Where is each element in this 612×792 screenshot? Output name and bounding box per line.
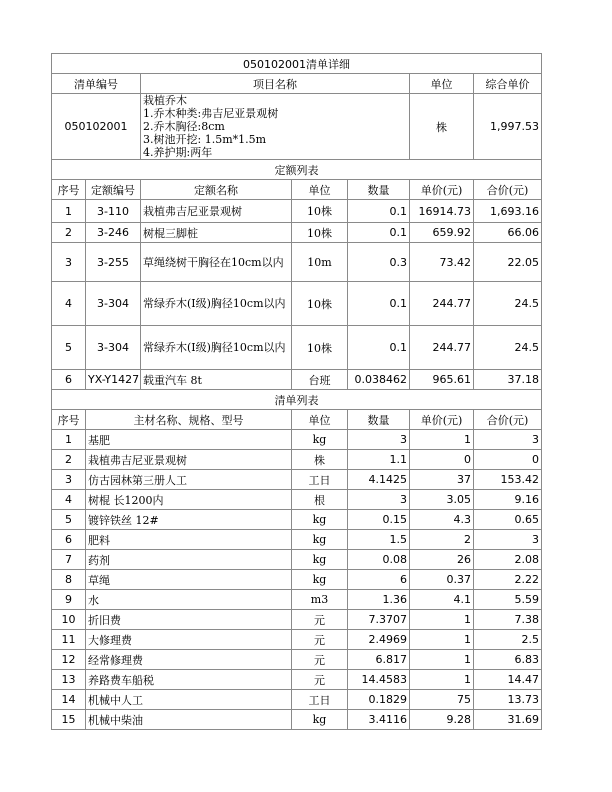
row-unit: 10株 <box>292 223 348 243</box>
row-total: 2.22 <box>474 570 542 590</box>
row-name: 机械中柴油 <box>86 710 292 730</box>
row-name: 树棍三脚桩 <box>141 223 292 243</box>
row-unit: 元 <box>292 630 348 650</box>
table-row <box>52 530 542 550</box>
materials-table <box>51 409 542 730</box>
table-row <box>52 650 542 670</box>
row-name: 镀锌铁丝 12# <box>86 510 292 530</box>
mat-col-name: 主材名称、规格、型号 <box>86 410 292 430</box>
row-no: 2 <box>52 450 86 470</box>
table-row <box>52 243 542 282</box>
row-code: 3-255 <box>86 243 141 282</box>
table-row <box>52 690 542 710</box>
row-total: 37.18 <box>474 370 542 390</box>
row-unit: kg <box>292 510 348 530</box>
row-unit: 10株 <box>292 200 348 223</box>
row-name: 草绳 <box>86 570 292 590</box>
row-name: 大修理费 <box>86 630 292 650</box>
row-unit: 工日 <box>292 470 348 490</box>
row-price: 965.61 <box>410 370 474 390</box>
description-line: 4.养护期:两年 <box>143 146 213 159</box>
row-no: 10 <box>52 610 86 630</box>
row-price: 75 <box>410 690 474 710</box>
row-no: 1 <box>52 200 86 223</box>
row-total: 7.38 <box>474 610 542 630</box>
row-no: 15 <box>52 710 86 730</box>
row-qty: 0.3 <box>348 243 410 282</box>
table-row <box>52 610 542 630</box>
table-row <box>52 710 542 730</box>
unit-header: 单位 <box>410 74 474 94</box>
row-total: 0.65 <box>474 510 542 530</box>
row-qty: 0.1 <box>348 282 410 326</box>
table-row <box>52 450 542 470</box>
row-unit: 10株 <box>292 282 348 326</box>
table-row <box>52 326 542 370</box>
row-total: 3 <box>474 530 542 550</box>
item-description <box>141 94 410 160</box>
row-unit: kg <box>292 430 348 450</box>
row-unit: kg <box>292 530 348 550</box>
row-qty: 1.5 <box>348 530 410 550</box>
item-unit: 株 <box>410 94 474 160</box>
row-unit: 10m <box>292 243 348 282</box>
quota-col-price: 单价(元) <box>410 180 474 200</box>
row-no: 12 <box>52 650 86 670</box>
row-qty: 0.1 <box>348 200 410 223</box>
mat-col-qty: 数量 <box>348 410 410 430</box>
row-unit: 台班 <box>292 370 348 390</box>
row-name: 栽植弗吉尼亚景观树 <box>141 200 292 223</box>
row-name: 常绿乔木(I级)胸径10cm以内 <box>141 326 292 370</box>
row-no: 3 <box>52 470 86 490</box>
description-line: 栽植乔木 <box>143 94 187 107</box>
row-name: 载重汽车 8t <box>141 370 292 390</box>
row-unit: m3 <box>292 590 348 610</box>
row-total: 24.5 <box>474 282 542 326</box>
row-qty: 14.4583 <box>348 670 410 690</box>
row-price: 1 <box>410 430 474 450</box>
materials-section-title: 清单列表 <box>52 390 542 410</box>
row-no: 2 <box>52 223 86 243</box>
table-row <box>52 470 542 490</box>
row-price: 1 <box>410 610 474 630</box>
row-total: 9.16 <box>474 490 542 510</box>
row-qty: 0.1 <box>348 326 410 370</box>
row-code: 3-304 <box>86 282 141 326</box>
row-price: 1 <box>410 630 474 650</box>
quota-col-name: 定额名称 <box>141 180 292 200</box>
row-name: 养路费车船税 <box>86 670 292 690</box>
row-price: 1 <box>410 670 474 690</box>
mat-col-unit: 单位 <box>292 410 348 430</box>
row-price: 0 <box>410 450 474 470</box>
row-total: 2.08 <box>474 550 542 570</box>
row-no: 9 <box>52 590 86 610</box>
row-no: 7 <box>52 550 86 570</box>
name-header: 项目名称 <box>141 74 410 94</box>
row-name: 折旧费 <box>86 610 292 630</box>
quota-col-no: 序号 <box>52 180 86 200</box>
row-name: 基肥 <box>86 430 292 450</box>
row-price: 2 <box>410 530 474 550</box>
row-qty: 2.4969 <box>348 630 410 650</box>
row-qty: 3 <box>348 430 410 450</box>
row-name: 树棍 长1200内 <box>86 490 292 510</box>
row-no: 6 <box>52 530 86 550</box>
row-qty: 7.3707 <box>348 610 410 630</box>
row-unit: 工日 <box>292 690 348 710</box>
code-header: 清单编号 <box>52 74 141 94</box>
row-no: 5 <box>52 510 86 530</box>
table-row <box>52 590 542 610</box>
detail-table <box>51 53 542 410</box>
row-code: YX-Y1427 <box>86 370 141 390</box>
row-price: 1 <box>410 650 474 670</box>
row-price: 3.05 <box>410 490 474 510</box>
row-qty: 4.1425 <box>348 470 410 490</box>
row-name: 常绿乔木(I级)胸径10cm以内 <box>141 282 292 326</box>
price-header: 综合单价 <box>474 74 542 94</box>
row-price: 659.92 <box>410 223 474 243</box>
row-price: 9.28 <box>410 710 474 730</box>
row-total: 1,693.16 <box>474 200 542 223</box>
quota-col-unit: 单位 <box>292 180 348 200</box>
table-row <box>52 282 542 326</box>
table-title: 050102001清单详细 <box>52 54 542 74</box>
row-price: 244.77 <box>410 326 474 370</box>
row-qty: 6 <box>348 570 410 590</box>
row-qty: 3 <box>348 490 410 510</box>
row-qty: 0.1 <box>348 223 410 243</box>
quota-col-qty: 数量 <box>348 180 410 200</box>
row-total: 153.42 <box>474 470 542 490</box>
table-row <box>52 510 542 530</box>
row-price: 26 <box>410 550 474 570</box>
row-qty: 1.36 <box>348 590 410 610</box>
table-row <box>52 670 542 690</box>
row-price: 244.77 <box>410 282 474 326</box>
row-price: 73.42 <box>410 243 474 282</box>
row-total: 2.5 <box>474 630 542 650</box>
table-row <box>52 570 542 590</box>
row-qty: 0.038462 <box>348 370 410 390</box>
row-no: 14 <box>52 690 86 710</box>
row-no: 4 <box>52 490 86 510</box>
row-total: 13.73 <box>474 690 542 710</box>
row-unit: 10株 <box>292 326 348 370</box>
row-qty: 3.4116 <box>348 710 410 730</box>
row-total: 6.83 <box>474 650 542 670</box>
row-no: 5 <box>52 326 86 370</box>
row-price: 4.3 <box>410 510 474 530</box>
row-price: 37 <box>410 470 474 490</box>
row-qty: 6.817 <box>348 650 410 670</box>
row-name: 经常修理费 <box>86 650 292 670</box>
row-name: 水 <box>86 590 292 610</box>
quota-col-total: 合价(元) <box>474 180 542 200</box>
row-qty: 0.1829 <box>348 690 410 710</box>
row-name: 栽植弗吉尼亚景观树 <box>86 450 292 470</box>
row-no: 6 <box>52 370 86 390</box>
table-row <box>52 430 542 450</box>
mat-col-price: 单价(元) <box>410 410 474 430</box>
row-qty: 0.15 <box>348 510 410 530</box>
row-unit: 元 <box>292 670 348 690</box>
row-unit: kg <box>292 570 348 590</box>
row-total: 66.06 <box>474 223 542 243</box>
item-code: 050102001 <box>52 94 141 160</box>
quota-section-title: 定额列表 <box>52 160 542 180</box>
table-row <box>52 490 542 510</box>
row-qty: 0.08 <box>348 550 410 570</box>
row-total: 31.69 <box>474 710 542 730</box>
row-total: 5.59 <box>474 590 542 610</box>
row-total: 24.5 <box>474 326 542 370</box>
row-total: 3 <box>474 430 542 450</box>
table-row <box>52 630 542 650</box>
row-price: 16914.73 <box>410 200 474 223</box>
row-code: 3-110 <box>86 200 141 223</box>
row-unit: 株 <box>292 450 348 470</box>
mat-col-total: 合价(元) <box>474 410 542 430</box>
table-row <box>52 200 542 223</box>
row-name: 药剂 <box>86 550 292 570</box>
row-no: 3 <box>52 243 86 282</box>
row-code: 3-304 <box>86 326 141 370</box>
row-name: 机械中人工 <box>86 690 292 710</box>
mat-col-no: 序号 <box>52 410 86 430</box>
row-total: 0 <box>474 450 542 470</box>
row-name: 仿古园林第三册人工 <box>86 470 292 490</box>
row-total: 14.47 <box>474 670 542 690</box>
quota-col-code: 定额编号 <box>86 180 141 200</box>
item-price: 1,997.53 <box>474 94 542 160</box>
row-no: 11 <box>52 630 86 650</box>
row-no: 13 <box>52 670 86 690</box>
description-line: 2.乔木胸径:8cm <box>143 120 225 133</box>
row-no: 4 <box>52 282 86 326</box>
row-price: 0.37 <box>410 570 474 590</box>
row-unit: kg <box>292 710 348 730</box>
row-unit: kg <box>292 550 348 570</box>
description-line: 3.树池开挖: 1.5m*1.5m <box>143 133 267 146</box>
row-code: 3-246 <box>86 223 141 243</box>
row-total: 22.05 <box>474 243 542 282</box>
row-no: 1 <box>52 430 86 450</box>
table-row <box>52 223 542 243</box>
row-no: 8 <box>52 570 86 590</box>
description-line: 1.乔木种类:弗吉尼亚景观树 <box>143 107 279 120</box>
row-unit: 根 <box>292 490 348 510</box>
table-row <box>52 370 542 390</box>
row-name: 草绳绕树干胸径在10cm以内 <box>141 243 292 282</box>
table-row <box>52 550 542 570</box>
row-unit: 元 <box>292 610 348 630</box>
row-qty: 1.1 <box>348 450 410 470</box>
row-unit: 元 <box>292 650 348 670</box>
row-price: 4.1 <box>410 590 474 610</box>
row-name: 肥料 <box>86 530 292 550</box>
